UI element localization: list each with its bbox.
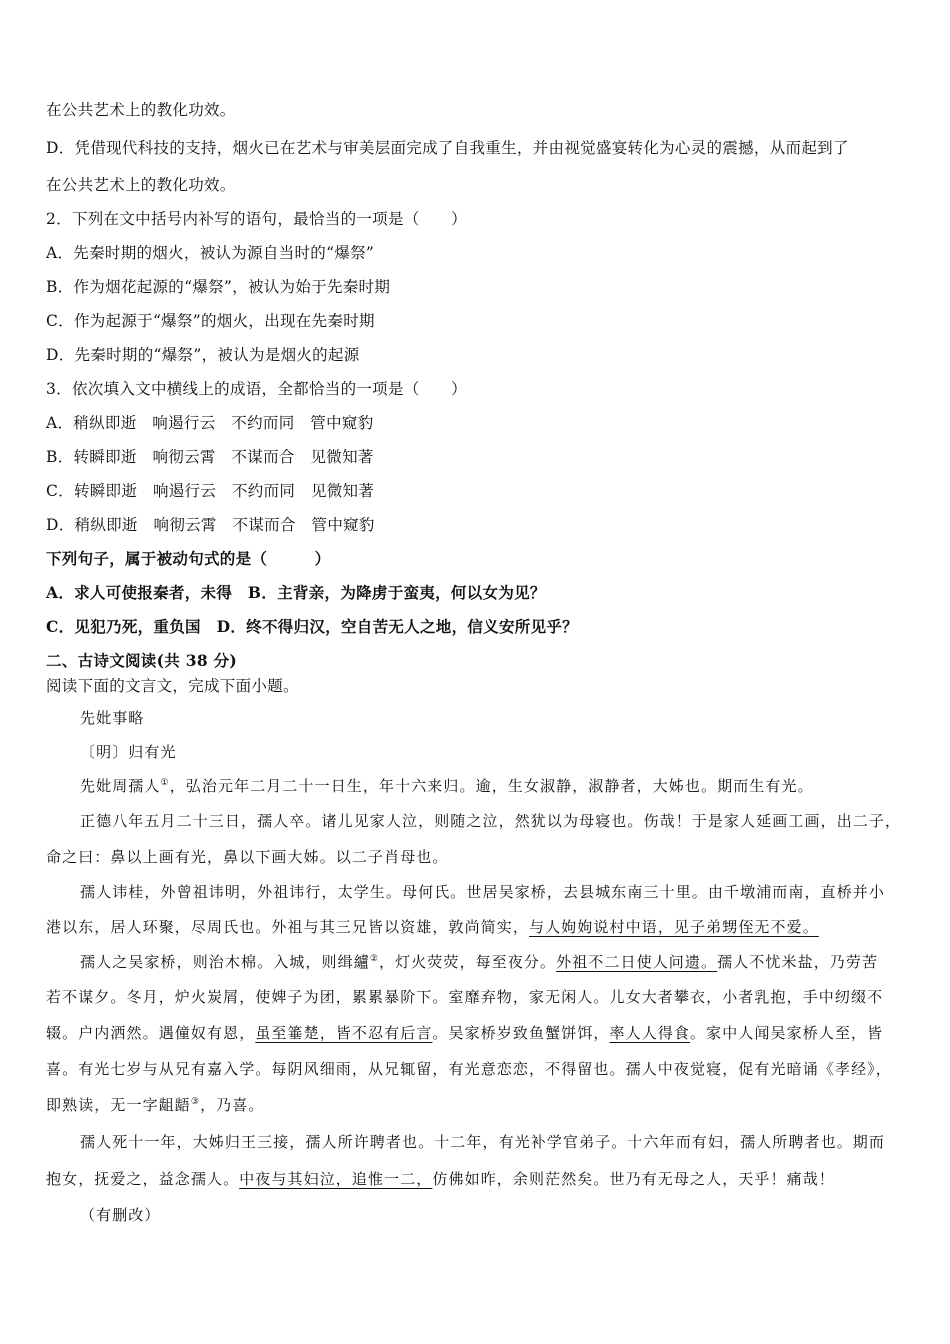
passage-paragraph-2-line1: 正德八年五月二十三日，孺人卒。诸儿见家人泣，则随之泣，然犹以为母寝也。伤哉！于是家人延画工画，出二子， xyxy=(80,812,902,830)
q2-option-a: A．先秦时期的烟火，被认为源自当时的“爆祭” xyxy=(46,244,375,262)
q2-option-d: D．先秦时期的“爆祭”，被认为是烟火的起源 xyxy=(46,346,360,364)
q3-option-a: A．稍纵即逝 响遏行云 不约而同 管中窥豹 xyxy=(46,414,374,432)
p4-text-a: 孺人之吴家桥，则治木棉。入城，则缉纑 xyxy=(80,953,370,971)
section-instruction: 阅读下面的文言文，完成下面小题。 xyxy=(46,677,299,695)
p4-text-b: ，灯火荧荧，每至夜分。 xyxy=(378,953,557,971)
q2-stem: 2．下列在文中括号内补写的语句，最恰当的一项是（ ） xyxy=(46,210,467,228)
q3-stem: 3．依次填入文中横线上的成语，全都恰当的一项是（ ） xyxy=(46,380,467,398)
p4-underlined-sentence-2: 虽至箠楚，皆不忍有后言 xyxy=(255,1024,433,1042)
q3-option-c: C．转瞬即逝 响遏行云 不约而同 见微知著 xyxy=(46,482,375,500)
q3-option-d: D．稍纵即逝 响彻云霄 不谋而合 管中窥豹 xyxy=(46,516,375,534)
edited-note: （有删改） xyxy=(80,1206,161,1224)
passage-paragraph-4-line3 xyxy=(46,1022,883,1043)
q1-option-d-line1: D．凭借现代科技的支持，烟火已在艺术与审美层面完成了自我重生，并由视觉盛宴转化为心灵的震撼，从而起到了 xyxy=(46,139,849,157)
p5-text-b: 仿佛如昨，余则茫然矣。世乃有无母之人，天乎！痛哉！ xyxy=(432,1170,835,1188)
p5-text-a: 抱女，抚爱之，益念孺人。 xyxy=(46,1170,240,1188)
p4-text-c: 孺人不忧米盐，乃劳苦 xyxy=(717,953,879,971)
section-heading: 二、古诗文阅读(共 38 分) xyxy=(46,651,238,670)
p4-text-g: 即熟读，无一字龃龉 xyxy=(46,1096,191,1114)
q2-option-b: B．作为烟花起源的“爆祭”，被认为始于先秦时期 xyxy=(46,278,391,296)
passage-paragraph-4-line2: 若不谋夕。冬月，炉火炭屑，使婢子为团，累累暴阶下。室靡弃物，家无闲人。儿女大者攀衣，小者乳抱，手中纫缀不 xyxy=(46,988,884,1006)
footnote-marker-1: ① xyxy=(160,778,170,788)
p4-text-f: 。家中人闻吴家桥人至，皆 xyxy=(690,1024,884,1042)
passage-paragraph-4-line5 xyxy=(46,1094,264,1115)
q4-stem: 下列句子，属于被动句式的是（ ） xyxy=(46,549,331,568)
p4-underlined-sentence-3: 率人人得食 xyxy=(609,1024,691,1042)
passage-paragraph-3-line1: 孺人讳桂，外曾祖讳明，外祖讳行，太学生。母何氏。世居吴家桥，去县城东南三十里。由千墩浦而南，直桥并小 xyxy=(80,883,886,901)
passage-paragraph-5-line2 xyxy=(46,1168,835,1189)
passage-title: 先妣事略 xyxy=(80,709,145,727)
p4-text-d: 辍。户内洒然。遇僮奴有恩， xyxy=(46,1024,256,1042)
passage-paragraph-3-line2 xyxy=(46,916,819,937)
passage-paragraph-4-line4: 喜。有光七岁与从兄有嘉入学。每阴风细雨，从兄辄留，有光意恋恋，不得留也。孺人中夜觉寝，促有光暗诵《孝经》， xyxy=(46,1060,892,1078)
p3-underlined-sentence: 与人姁姁说村中语，见子弟甥侄无不爱。 xyxy=(529,918,819,936)
q3-option-b: B．转瞬即逝 响彻云霄 不谋而合 见微知著 xyxy=(46,448,374,466)
p5-underlined-sentence: 中夜与其妇泣，追惟一二， xyxy=(239,1170,433,1188)
p4-text-h: ，乃喜。 xyxy=(200,1096,265,1114)
p4-underlined-sentence-1: 外祖不二日使人问遗。 xyxy=(556,953,718,971)
p4-text-e: 。吴家桥岁致鱼蟹饼饵， xyxy=(432,1024,610,1042)
passage-paragraph-4-line1 xyxy=(46,951,878,972)
q1-option-c-end: 在公共艺术上的教化功效。 xyxy=(46,101,236,119)
passage-paragraph-1 xyxy=(46,775,814,796)
p3-text: 港以东，居人环聚，尽周氏也。外祖与其三兄皆以资雄，敦尚简实， xyxy=(46,918,530,936)
passage-paragraph-5-line1: 孺人死十一年，大姊归王三接，孺人所许聘者也。十二年，有光补学官弟子。十六年而有妇，孺人所聘者也。期而 xyxy=(80,1133,886,1151)
footnote-marker-2: ② xyxy=(369,954,379,964)
footnote-marker-3: ③ xyxy=(190,1097,201,1107)
q2-option-c: C．作为起源于“爆祭”的烟火，出现在先秦时期 xyxy=(46,312,375,330)
q4-options-ab: A．求人可使报秦者，未得 B．主背亲，为降虏于蛮夷，何以女为见？ xyxy=(46,583,546,602)
passage-paragraph-2-line2: 命之曰：鼻以上画有光，鼻以下画大姊。以二子肖母也。 xyxy=(46,848,449,866)
q4-options-cd: C．见犯乃死，重负国 D．终不得归汉，空自苦无人之地，信义安所见乎？ xyxy=(46,617,578,636)
p1-text-b: ，弘治元年二月二十一日生，年十六来归。逾，生女淑静，淑静者，大姊也。期而生有光。 xyxy=(169,777,814,795)
passage-author: 〔明〕归有光 xyxy=(80,743,177,761)
p1-text-a: 先妣周孺人 xyxy=(80,777,161,795)
q1-option-d-line2: 在公共艺术上的教化功效。 xyxy=(46,176,236,194)
